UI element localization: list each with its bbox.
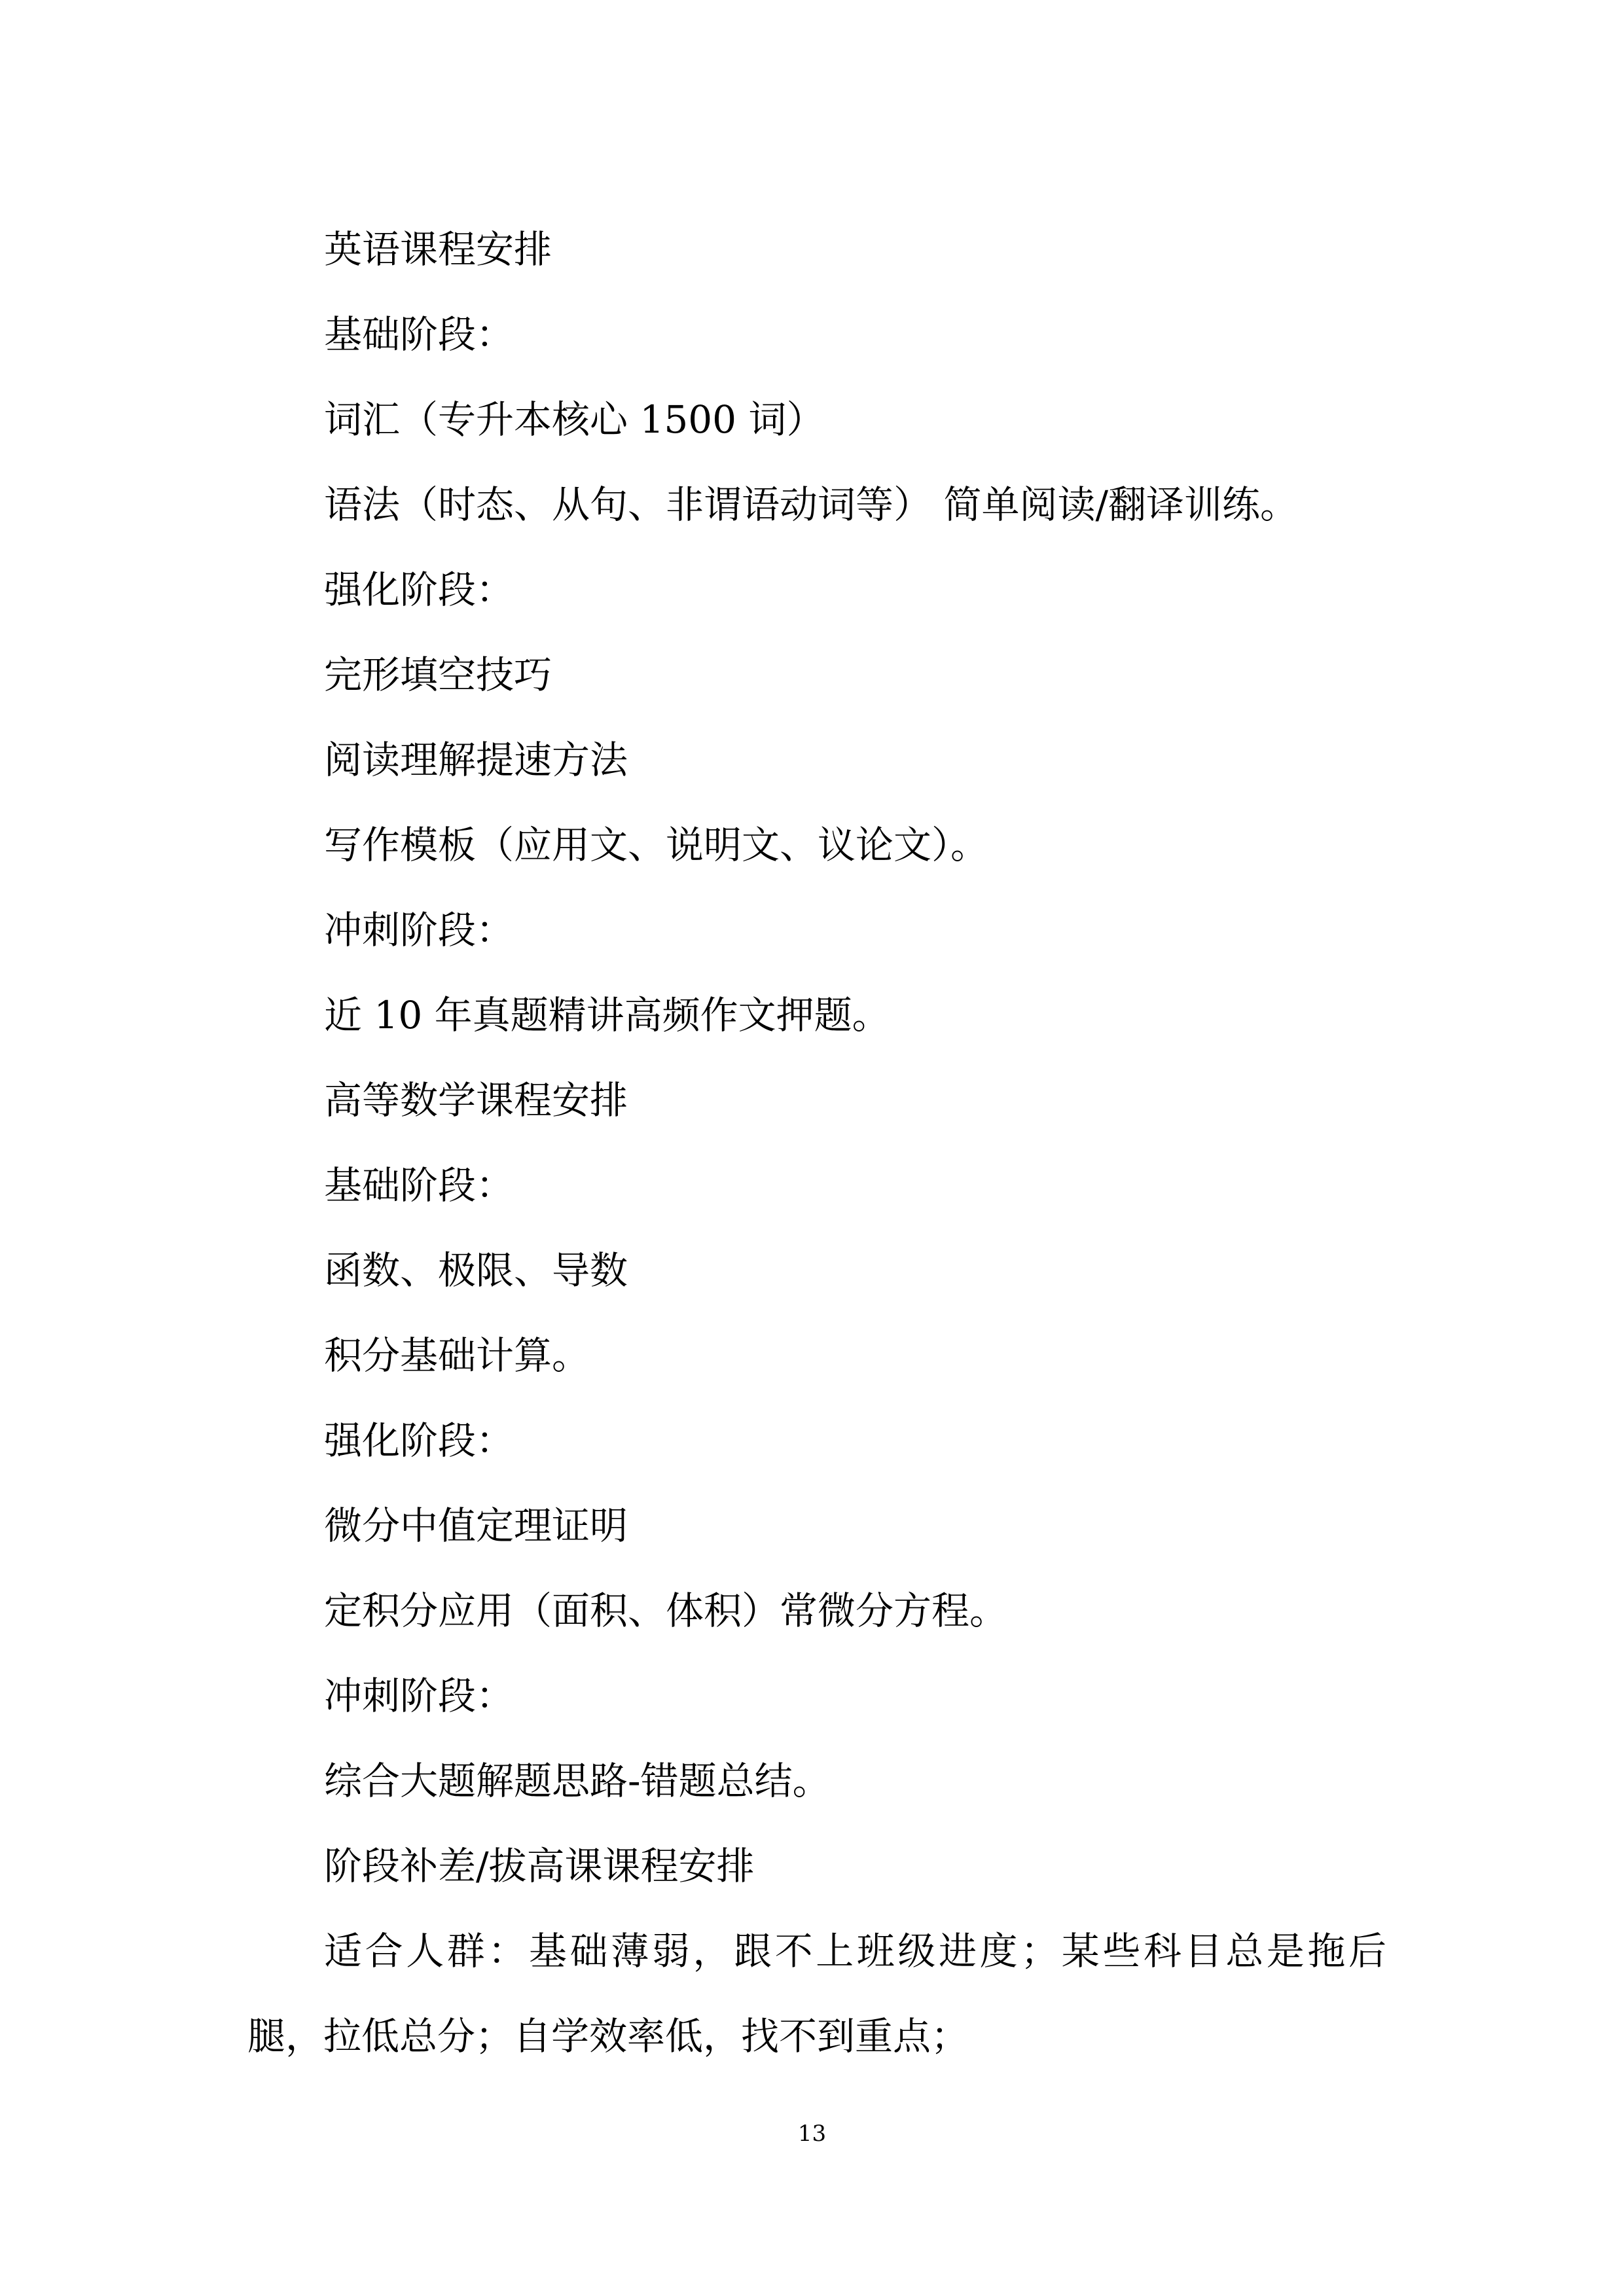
paragraph-line: 微分中值定理证明 (324, 1503, 628, 1548)
stage-label-basic: 基础阶段： (324, 312, 514, 357)
paragraph-line: 语法（时态、从句、非谓语动词等） 简单阅读/翻译训练。 (324, 482, 1298, 527)
paragraph-line: 词汇（专升本核心 1500 词） (324, 397, 825, 442)
paragraph-line: 综合大题解题思路-错题总结。 (324, 1759, 831, 1803)
paragraph-line: 近 10 年真题精讲高频作文押题。 (324, 993, 890, 1037)
stage-label-sprint: 冲刺阶段： (324, 1674, 514, 1718)
stage-label-intensive: 强化阶段： (324, 567, 514, 612)
target-audience-paragraph: 适合人群：基础薄弱，跟不上班级进度；某些科目总是拖后腿，拉低总分；自学效率低，找不到重点； (247, 1929, 1386, 2058)
supplementary-course-heading: 阶段补差/拔高课课程安排 (324, 1844, 755, 1888)
paragraph-line: 写作模板（应用文、说明文、议论文）。 (324, 823, 989, 867)
paragraph-line: 完形填空技巧 (324, 653, 552, 697)
paragraph-line: 阅读理解提速方法 (324, 738, 628, 782)
document-body (247, 207, 1386, 2079)
paragraph-line: 函数、极限、导数 (324, 1248, 628, 1293)
paragraph-line: 积分基础计算。 (324, 1333, 590, 1378)
english-course-heading: 英语课程安排 (324, 227, 552, 272)
stage-label-basic: 基础阶段： (324, 1163, 514, 1208)
paragraph-line: 定积分应用（面积、体积）常微分方程。 (324, 1588, 1008, 1633)
page-number: 13 (797, 2121, 827, 2147)
stage-label-sprint: 冲刺阶段： (324, 908, 514, 952)
math-course-heading: 高等数学课程安排 (324, 1078, 628, 1122)
stage-label-intensive: 强化阶段： (324, 1418, 514, 1463)
